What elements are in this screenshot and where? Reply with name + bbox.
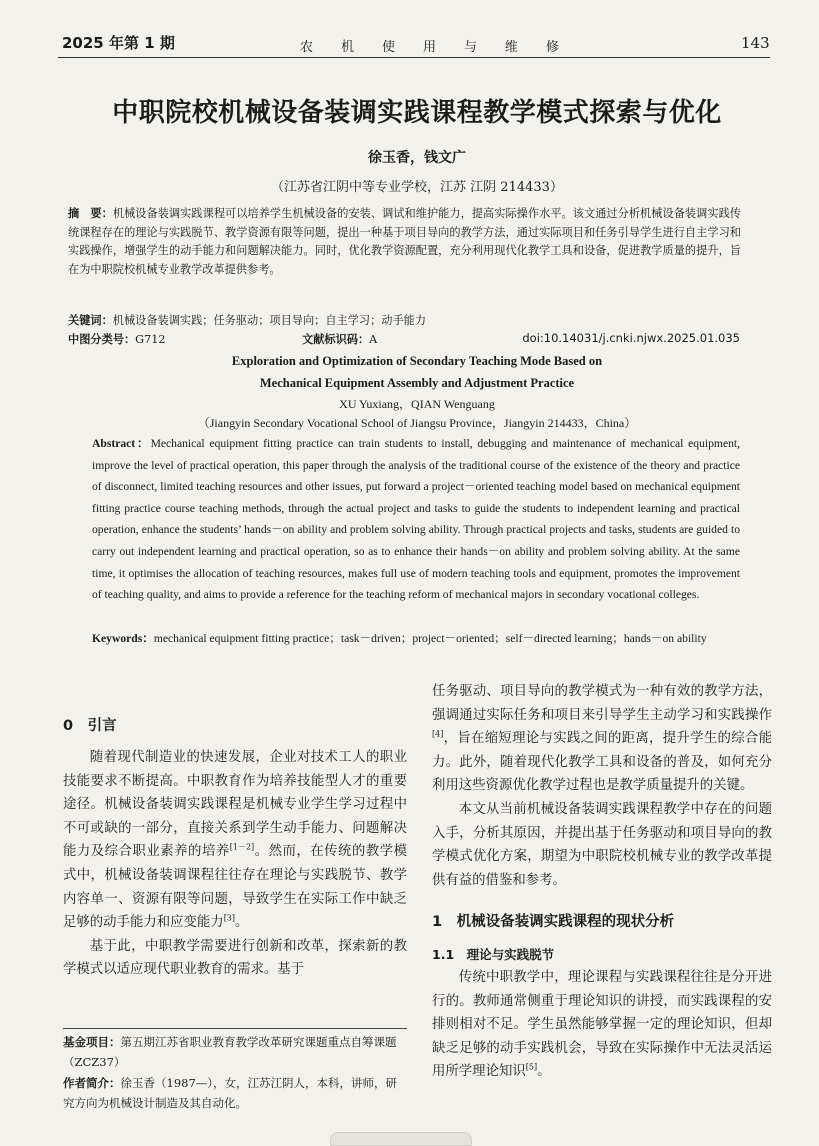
- journal-char: 修: [545, 40, 560, 55]
- section-0-heading: 0 引言: [63, 718, 117, 734]
- journal-char: 维: [504, 40, 519, 55]
- doc-value: A: [369, 333, 378, 346]
- abstract-en-text: Mechanical equipment fitting practice can train students to install, debugging and maintenance of mechanical equipment, improve the level of practical operation, this paper through the analysis of the traditional course of the existence of the theory and practice of disconnect, limited teaching resources and other issues, put forward a project－oriented teaching model based on mechanical equipment fitting practice course teaching methods, through the actual project and tasks to guide the students to independent learning and practical operation, enhance the students’ hands－on ability and problem solving ability. Through practical projects and tasks, students are guided to carry out independent learning and practical operation, so as to enhance their hands－on ability and problem solving ability. At the same time, it optimises the allocation of teaching resources, makes full use of modern teaching tools and equipment, promotes the improvement of teaching quality, and aims to provide a reference for the teaching reform of mechanical majors in secondary vocational colleges.: [92, 437, 740, 602]
- right-column: [432, 680, 772, 892]
- clc-number: [68, 331, 165, 347]
- right-column-section1: [432, 966, 772, 1084]
- footnote-rule: [63, 1028, 407, 1029]
- intro-text: 任务驱动、项目导向的教学模式为一种有效的教学方法，强调通过实际任务和项目来引导学生主动学习和实践操作: [432, 684, 772, 723]
- journal-char: 农: [300, 40, 315, 55]
- journal-name: [300, 36, 560, 55]
- header-rule: [58, 57, 770, 58]
- fund-text: 第五期江苏省职业教育教学改革研究课题重点自筹课题（ZCZ37）: [63, 1035, 397, 1069]
- page-number: 143: [741, 34, 770, 52]
- subsection-1-1-heading: 1.1 理论与实践脱节: [432, 947, 555, 962]
- author-bio-label: 作者简介：: [63, 1076, 121, 1090]
- english-title: [60, 350, 774, 394]
- abstract-cn-text: 机械设备装调实践课程可以培养学生机械设备的安装、调试和维护能力，提高实际操作水平。该文通过分析机械设备装调实践传统课程存在的理论与实践脱节、教学资源有限等问题，提出一种基于项目导向的教学方法，通过实际项目和任务引导学生进行自主学习和实践操作，增强学生的动手能力和问题解决能力。同时，优化教学资源配置，充分利用现代化教学工具和设备，促进教学质量的提升，旨在为中职院校机械专业教学改革提供参考。: [68, 207, 741, 276]
- doc-code: [302, 331, 377, 347]
- intro-text: ，旨在缩短理论与实践之间的距离，提升学生的综合能力。此外，随着现代化教学工具和设备的普及，如何充分利用这些资源优化教学过程也是教学质量提升的关键。: [432, 731, 772, 794]
- keywords-cn-label: 关键词：: [68, 314, 113, 327]
- paper-title: 中职院校机械设备装调实践课程教学模式探索与优化: [112, 98, 722, 128]
- english-title-line: Mechanical Equipment Assembly and Adjustment Practice: [259, 376, 575, 390]
- clc-value: G712: [135, 333, 166, 346]
- journal-char: 用: [422, 40, 437, 55]
- journal-char: 使: [381, 40, 396, 55]
- abstract-en: [92, 433, 740, 606]
- footnote-fund: [63, 1032, 407, 1072]
- issue-label: 2025 年第 1 期: [62, 34, 175, 52]
- english-affiliation: （Jiangyin Secondary Vocational School of Jiangsu Province，Jiangyin 214433，China）: [197, 416, 637, 430]
- keywords-en: [92, 628, 740, 649]
- intro-text: 。然而，在传统的教学模式中，机械设备装调课程往往存在理论与实践脱节、教学内容单一、资源有限等问题，导致学生在实际工作中缺乏足够的动手能力和应变能力: [63, 844, 408, 931]
- doi: doi:10.14031/j.cnki.njwx.2025.01.035: [522, 331, 740, 345]
- journal-char: 机: [340, 40, 355, 55]
- clc-label: 中图分类号：: [68, 333, 136, 346]
- intro-paragraph: 基于此，中职教学需要进行创新和改革，探索新的教学模式以适应现代职业教育的需求。基于: [63, 938, 407, 978]
- abstract-cn-label: 摘 要：: [68, 207, 113, 220]
- keywords-cn: [68, 312, 741, 328]
- paper-authors: 徐玉香，钱文广: [368, 150, 466, 166]
- journal-char: 与: [463, 40, 478, 55]
- author-bio-text: 徐玉香（1987—），女，江苏江阴人，本科，讲师，研究方向为机械设计制造及其自动化。: [63, 1076, 398, 1110]
- intro-paragraph: [63, 746, 407, 935]
- left-column: [63, 746, 407, 982]
- section1-text: 。: [537, 1064, 551, 1080]
- abstract-cn: [68, 205, 741, 279]
- english-authors: XU Yuxiang，QIAN Wenguang: [339, 397, 495, 411]
- intro-text: 。: [235, 915, 249, 931]
- english-title-line: Exploration and Optimization of Secondary Teaching Mode Based on: [231, 354, 603, 368]
- paper-affiliation: （江苏省江阴中等专业学校，江苏 江阴 214433）: [271, 180, 563, 195]
- citation: [4]: [432, 729, 444, 739]
- citation: [3]: [223, 913, 236, 923]
- intro-paragraph: 本文从当前机械设备装调实践课程教学中存在的问题入手，分析其原因，并提出基于任务驱动和项目导向的教学模式优化方案，期望为中职院校机械专业的教学改革提供有益的借鉴和参考。: [432, 801, 772, 888]
- intro-text: 随着现代制造业的快速发展，企业对技术工人的职业技能要求不断提高。中职教育作为培养技能型人才的重要途径。机械设备装调实践课程是机械专业学生学习过程中不可或缺的一部分，直接关系到学生动手能力、问题解决能力及综合职业素养的培养: [63, 750, 407, 860]
- fund-label: 基金项目：: [63, 1035, 121, 1049]
- footnote-author: [63, 1073, 407, 1113]
- keywords-cn-text: 机械设备装调实践；任务驱动；项目导向；自主学习；动手能力: [112, 314, 427, 327]
- abstract-en-label: Abstract：: [92, 437, 151, 450]
- intro-paragraph-cont: [432, 680, 772, 798]
- section1-text: 传统中职教学中，理论课程与实践课程往往是分开进行的。教师通常侧重于理论知识的讲授，而实践课程的安排则相对不足。学生虽然能够掌握一定的理论知识，但却缺乏足够的动手实践机会，导致在实际操作中无法灵活运用所学理论知识: [432, 970, 772, 1080]
- citation: [5]: [525, 1062, 538, 1072]
- keywords-en-text: mechanical equipment fitting practice；task－driven；project－oriented；self－directed learning；hands－on ability: [153, 632, 707, 645]
- viewer-handle[interactable]: [330, 1132, 472, 1146]
- section1-paragraph: [432, 966, 772, 1084]
- citation: [1－2]: [229, 842, 255, 852]
- section-1-heading: 1 机械设备装调实践课程的现状分析: [432, 914, 675, 930]
- keywords-en-label: Keywords：: [92, 632, 154, 645]
- doc-label: 文献标识码：: [302, 333, 370, 346]
